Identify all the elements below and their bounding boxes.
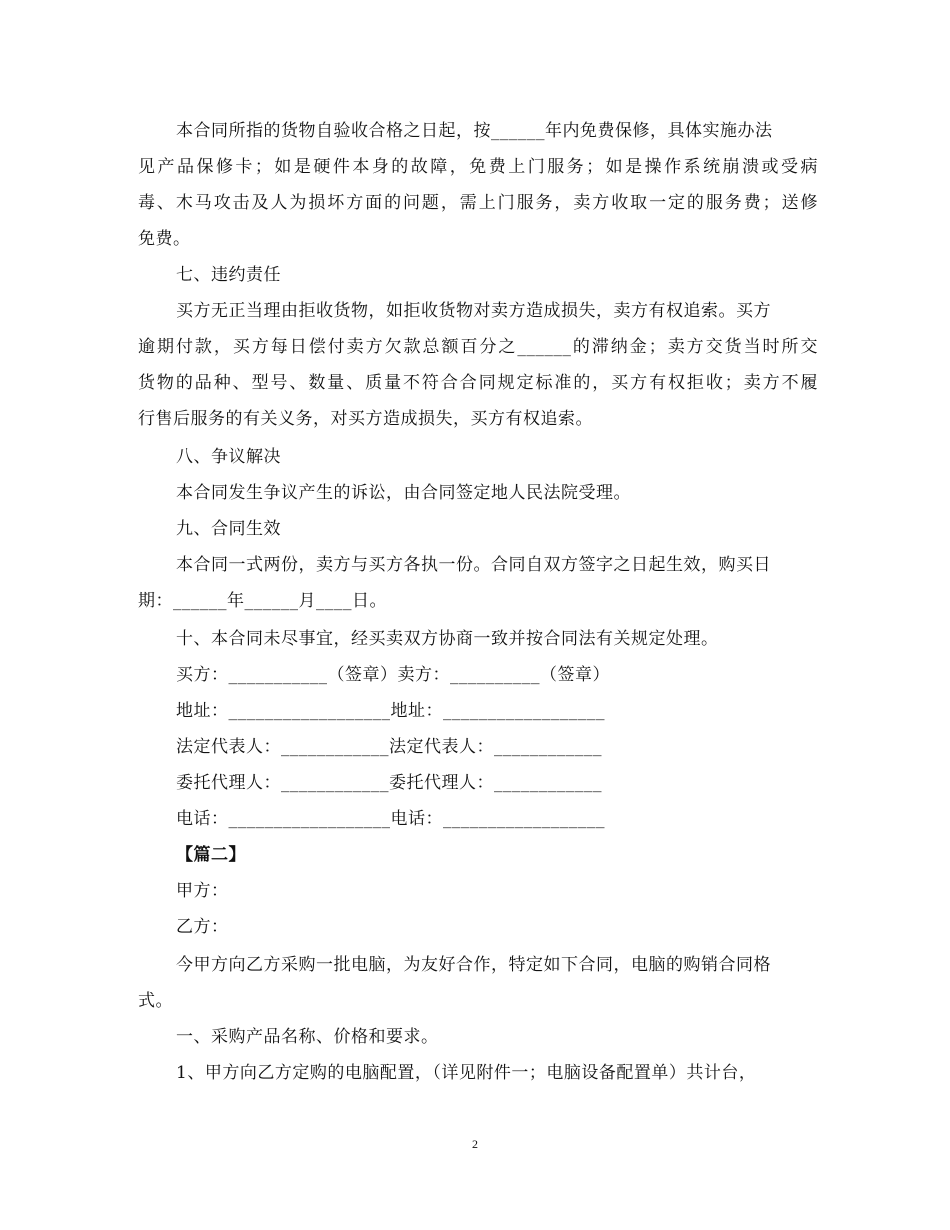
text-line: 本合同发生争议产生的诉讼，由合同签定地人民法院受理。 xyxy=(176,483,631,503)
party-a-label: 甲方： xyxy=(176,881,229,901)
text-line: 本合同所指的货物自验收合格之日起，按______年内免费保修，具体实施办法 xyxy=(176,121,773,141)
section-heading: 九、合同生效 xyxy=(176,519,281,539)
text-line: 毒、木马攻击及人为损坏方面的问题，需上门服务，卖方收取一定的服务费；送修 xyxy=(138,193,818,213)
text-line: 货物的品种、型号、数量、质量不符合合同规定标准的，买方有权拒收；卖方不履 xyxy=(138,373,818,393)
text-line: 本合同一式两份，卖方与买方各执一份。合同自双方签字之日起生效，购买日 xyxy=(176,555,771,575)
section-heading: 一、采购产品名称、价格和要求。 xyxy=(176,1027,439,1047)
section-heading: 八、争议解决 xyxy=(176,447,281,467)
signature-line-party: 买方：___________（签章）卖方：__________（签章） xyxy=(176,665,610,685)
section-heading: 十、本合同未尽事宜，经买卖双方协商一致并按合同法有关规定处理。 xyxy=(176,629,719,649)
page-number: 2 xyxy=(472,1137,478,1151)
text-line: 买方无正当理由拒收货物，如拒收货物对卖方造成损失，卖方有权追索。买方 xyxy=(176,301,771,321)
signature-line-agent: 委托代理人：____________委托代理人：____________ xyxy=(176,773,602,793)
signature-line-phone: 电话：__________________电话：__________________ xyxy=(176,809,605,829)
section-heading: 七、违约责任 xyxy=(176,265,281,285)
text-line: 式。 xyxy=(138,991,173,1011)
text-line: 行售后服务的有关义务，对买方造成损失，买方有权追索。 xyxy=(138,409,593,429)
text-line: 今甲方向乙方采购一批电脑，为友好合作，特定如下合同，电脑的购销合同格 xyxy=(176,955,771,975)
signature-line-representative: 法定代表人：____________法定代表人：____________ xyxy=(176,737,602,757)
text-line: 逾期付款，买方每日偿付卖方欠款总额百分之______的滞纳金；卖方交货当时所交 xyxy=(138,337,818,357)
text-line: 见产品保修卡；如是硬件本身的故障，免费上门服务；如是操作系统崩溃或受病 xyxy=(138,157,818,177)
text-line: 免费。 xyxy=(138,229,191,249)
signature-line-address: 地址：__________________地址：__________________ xyxy=(176,701,605,721)
party-b-label: 乙方： xyxy=(176,917,229,937)
text-line: 1、甲方向乙方定购的电脑配置，（详见附件一；电脑设备配置单）共计台， xyxy=(176,1063,757,1083)
part-heading: 【篇二】 xyxy=(176,845,246,865)
text-line: 期：______年______月____日。 xyxy=(138,591,387,611)
